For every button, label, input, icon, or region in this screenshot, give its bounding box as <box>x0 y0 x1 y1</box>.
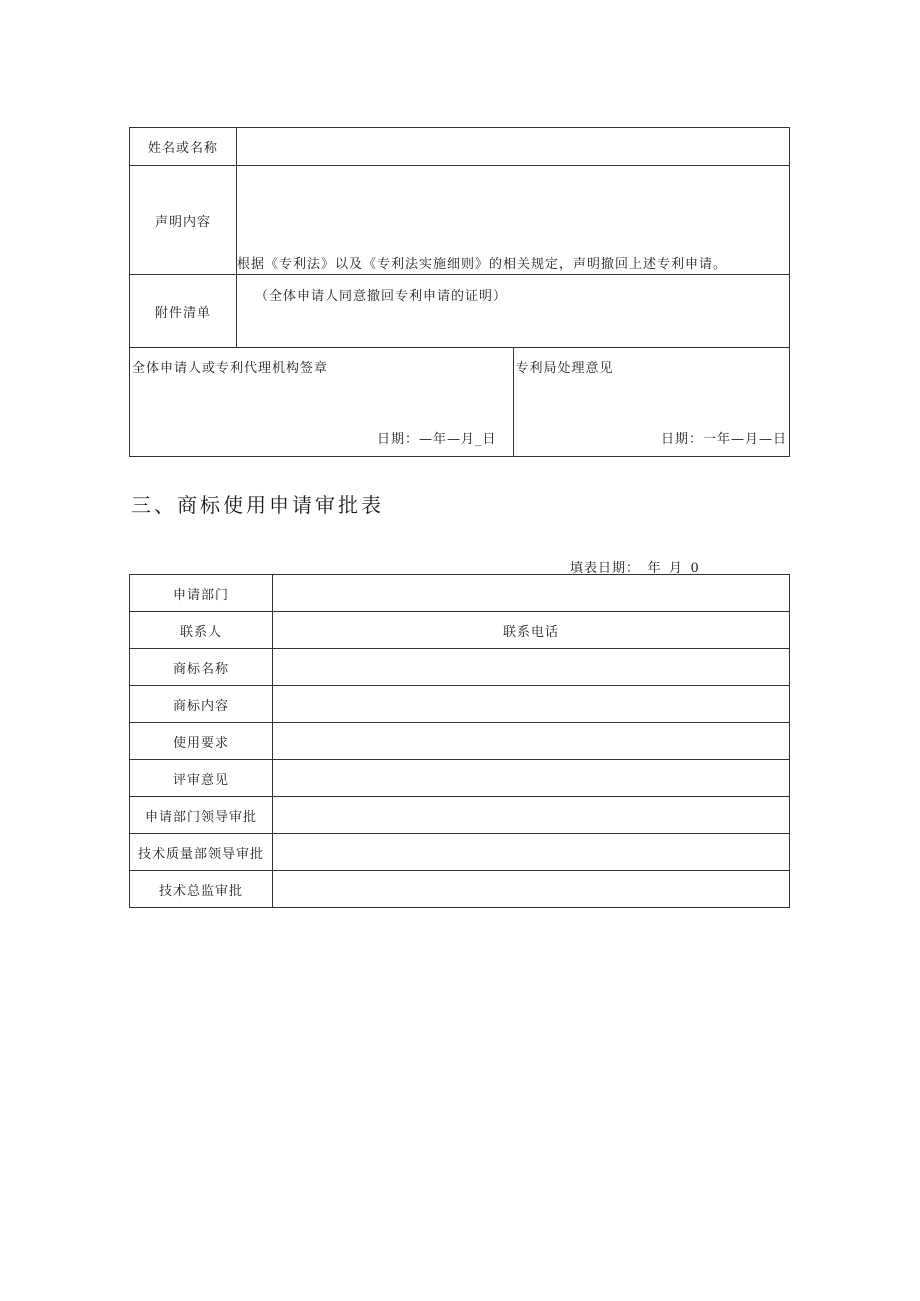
row-value[interactable] <box>273 834 790 871</box>
row-value[interactable] <box>273 723 790 760</box>
name-label: 姓名或名称 <box>130 128 237 166</box>
trademark-form-table <box>129 574 790 908</box>
table-row <box>130 575 790 612</box>
table-row <box>130 760 790 797</box>
table-row <box>130 612 790 649</box>
row-value[interactable] <box>273 871 790 908</box>
table-row <box>130 686 790 723</box>
office-opinion-label: 专利局处理意见 <box>515 361 614 376</box>
row-label: 技术质量部领导审批 <box>130 834 273 871</box>
row-value[interactable] <box>273 797 790 834</box>
row-label: 联系人 <box>130 612 273 649</box>
applicant-seal-cell[interactable] <box>130 348 514 457</box>
section-heading: 三、商标使用申请审批表 <box>131 493 384 517</box>
row-value[interactable] <box>273 649 790 686</box>
row-label: 商标内容 <box>130 686 273 723</box>
row-label: 技术总监审批 <box>130 871 273 908</box>
table-row <box>130 723 790 760</box>
statement-text: 根据《专利法》以及《专利法实施细则》的相关规定，声明撤回上述专利申请。 <box>237 257 728 272</box>
applicant-seal-label: 全体申请人或专利代理机构签章 <box>132 361 329 376</box>
statement-cell[interactable] <box>237 166 790 275</box>
applicant-date: 日期：—年—月_日 <box>376 432 497 447</box>
office-opinion-cell[interactable] <box>513 348 790 457</box>
row-label: 申请部门领导审批 <box>130 797 273 834</box>
attachments-label: 附件清单 <box>130 275 237 348</box>
row-label: 评审意见 <box>130 760 273 797</box>
office-date: 日期：一年—月—日 <box>660 432 787 447</box>
statement-label: 声明内容 <box>130 166 237 275</box>
row-value[interactable] <box>273 575 790 612</box>
fill-date: 填表日期：_年_月_0 <box>570 561 700 576</box>
attachments-text: （全体申请人同意撤回专利申请的证明） <box>255 289 508 304</box>
row-label: 使用要求 <box>130 723 273 760</box>
table-row <box>130 649 790 686</box>
name-field[interactable] <box>237 128 790 166</box>
row-value[interactable]: 联系电话 <box>273 612 790 649</box>
attachments-cell[interactable] <box>237 275 790 348</box>
row-value[interactable] <box>273 686 790 723</box>
table-row <box>130 834 790 871</box>
table-row <box>130 871 790 908</box>
row-value[interactable] <box>273 760 790 797</box>
withdrawal-form-table <box>129 127 790 457</box>
table-row <box>130 797 790 834</box>
row-label: 商标名称 <box>130 649 273 686</box>
row-label: 申请部门 <box>130 575 273 612</box>
